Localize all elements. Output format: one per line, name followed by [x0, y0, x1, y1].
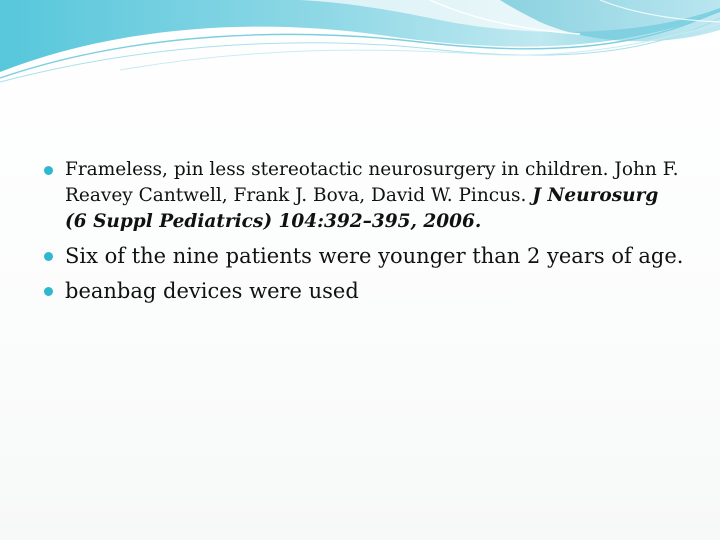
- bullet-text: Frameless, pin less stereotactic neurosurgery in children. John F. Reavey Cantwell, Frank J. Bova, David W. Pincus.: [65, 159, 679, 206]
- bullet-list: [44, 157, 684, 306]
- bullet-icon: [44, 287, 53, 296]
- bullet-item-devices: [44, 276, 684, 306]
- bullet-text: beanbag devices were used: [65, 279, 359, 303]
- bullet-icon: [44, 166, 53, 175]
- bullet-icon: [44, 252, 53, 261]
- slide-content: [44, 157, 684, 306]
- journal-citation: J Neurosurg (6 Suppl Pediatrics) 104:392–395, 2006.: [65, 185, 659, 232]
- header-wave-decoration: [0, 0, 720, 90]
- bullet-item-patients: [44, 241, 684, 271]
- bullet-text: Six of the nine patients were younger than 2 years of age.: [65, 244, 684, 268]
- bullet-item-reference: [44, 157, 684, 235]
